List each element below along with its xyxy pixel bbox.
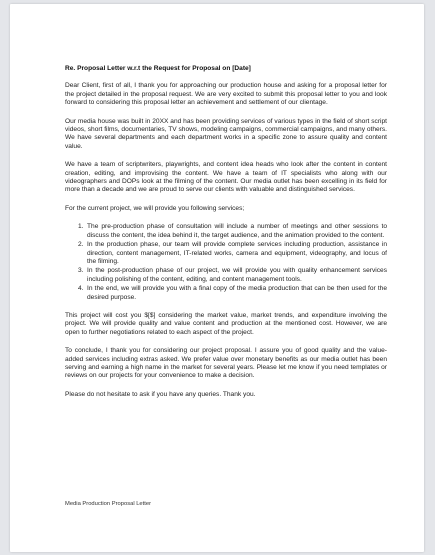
paragraph-services-intro: For the current project, we will provide you following services; — [65, 204, 245, 212]
list-item-text: In the production phase, our team will provide complete services including production, assistance in direction, content management, IT-related works, camera and equipment, videography, and locus of the filming. — [87, 241, 387, 265]
list-item-number: 1. — [78, 223, 84, 231]
services-list — [65, 223, 387, 302]
list-item — [78, 223, 387, 240]
list-item-number: 2. — [78, 241, 84, 249]
paragraph-greeting: Dear Client, first of all, I thank you for approaching our production house and asking for a proposal letter for the project detailed in the proposal request. We are very excited to submit this proposal letter to you and look forward to considering this proposal letter an achievement and settlement of our clientage. — [65, 82, 387, 107]
paragraph-closing: Please do not hesitate to ask if you have any queries. Thank you. — [65, 390, 256, 398]
list-item-text: In the end, we will provide you with a final copy of the media production that can be then used for the desired purpose. — [87, 285, 387, 301]
list-item-text: In the post-production phase of our project, we will provide you with quality enhancement services including polishing of the content, editing, and content management tools. — [87, 267, 387, 283]
document-page — [10, 4, 424, 552]
list-item-number: 4. — [78, 285, 84, 293]
list-item-number: 3. — [78, 267, 84, 275]
list-item — [78, 241, 387, 266]
paragraph-team: We have a team of scriptwriters, playwrights, and content idea heads who look after the content in content creation, editing, and improvising the content. We have a team of IT specialists who along with our videographers and DOPs look at the filming of the content. Our media outlet has been excelling in its field for more than a decade and we are proud to serve our clients with valuable and distinguished services. — [65, 161, 387, 194]
letter-subject: Re. Proposal Letter w.r.t the Request for Proposal on [Date] — [65, 65, 251, 72]
letter-body — [65, 65, 387, 409]
list-item — [78, 267, 387, 284]
paragraph-about-media-house: Our media house was built in 20XX and has been providing services of various types in the field of short script videos, short films, documentaries, TV shows, modeling campaigns, commercial campaigns, and many others. We have several departments and each department works in a specific zone to assure quality and content value. — [65, 117, 388, 150]
page-footer: Media Production Proposal Letter — [65, 501, 152, 507]
list-item — [78, 285, 387, 302]
paragraph-conclusion: To conclude, I thank you for considering our project proposal. I assure you of good quality and the value-added services including extras asked. We prefer value over monetary benefits as our media outlet has been serving and earning a high name in the market for several years. Please let me know if you need templates or reviews on our projects for your convenience to make a decision. — [65, 347, 387, 380]
paragraph-cost: This project will cost you $[$] considering the market value, market trends, and expenditure involving the project. We will provide quality and value content and production at the mentioned cost. However, we are open to further negotiations related to each aspect of the project. — [65, 311, 387, 336]
list-item-text: The pre-production phase of consultation will include a number of meetings and other sessions to discuss the content, the idea behind it, the target audience, and the animation provided to the content. — [87, 223, 387, 239]
